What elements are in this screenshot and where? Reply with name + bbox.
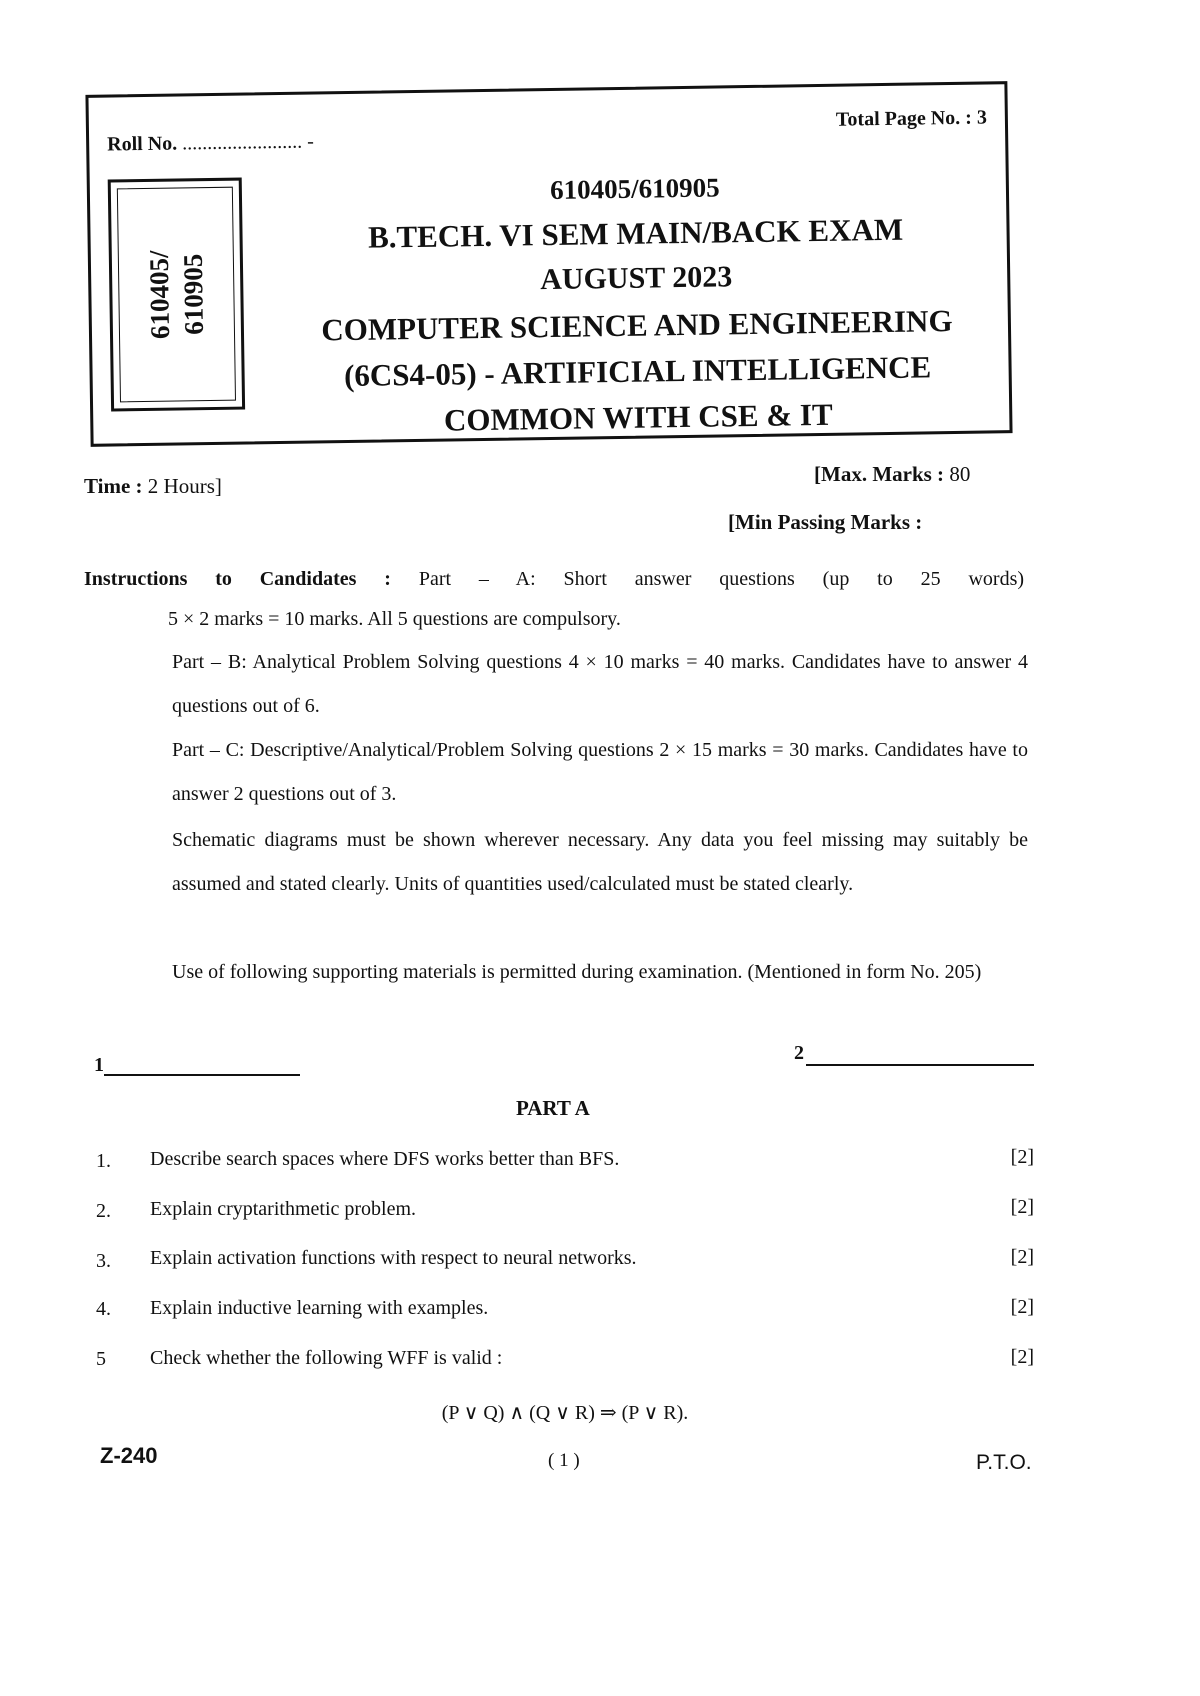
wff-formula: (P ∨ Q) ∧ (Q ∨ R) ⇒ (P ∨ R). — [441, 1402, 689, 1424]
total-page-no: Total Page No. : 3 — [835, 106, 988, 131]
question-marks: [2] — [1010, 1296, 1034, 1318]
page-number: ( 1 ) — [548, 1450, 580, 1471]
part-a-title: PART A — [516, 1096, 590, 1120]
paper-code-vertical: 610405/ 610905 — [143, 250, 210, 340]
question-marks: [2] — [1010, 1196, 1034, 1218]
paper-code-side-box — [108, 178, 245, 412]
roll-no: Roll No. ........................ - — [107, 130, 314, 156]
material-blank-2-label: 2 — [794, 1042, 804, 1064]
instructions-heading-line: Instructions to Candidates : Part – A: Short answer questions (up to 25 words) — [84, 568, 1025, 590]
footer-code: Z-240 — [100, 1443, 158, 1468]
subject-title: (6CS4-05) - ARTIFICIAL INTELLIGENCE — [343, 349, 932, 394]
material-blank-1-line — [104, 1074, 300, 1076]
question-text: Check whether the following WFF is valid : — [150, 1347, 503, 1369]
exam-title: B.TECH. VI SEM MAIN/BACK EXAM — [367, 211, 904, 255]
question-text: Explain activation functions with respect to neural networks. — [150, 1247, 637, 1269]
question-text: Describe search spaces where DFS works better than BFS. — [150, 1148, 620, 1170]
question-text: Explain cryptarithmetic problem. — [150, 1198, 417, 1220]
question-marks: [2] — [1010, 1246, 1034, 1268]
exam-session: AUGUST 2023 — [539, 260, 733, 297]
question-marks: [2] — [1010, 1346, 1034, 1368]
common-with: COMMON WITH CSE & IT — [443, 396, 833, 438]
pto: P.T.O. — [976, 1451, 1032, 1474]
question-number: 3. — [96, 1250, 111, 1272]
instructions-part-a: 5 × 2 marks = 10 marks. All 5 questions are compulsory. — [168, 608, 621, 630]
min-passing-marks: [Min Passing Marks : — [728, 510, 923, 534]
material-blank-1-label: 1 — [94, 1054, 104, 1076]
instructions-part-c: Part – C: Descriptive/Analytical/Problem Solving questions 2 × 15 marks = 30 marks. Candidates have to answer 2 questions out of 3. — [172, 739, 1028, 805]
time-allowed: Time : 2 Hours] — [84, 474, 222, 498]
question-number: 4. — [96, 1298, 111, 1320]
question-text: Explain inductive learning with examples. — [150, 1297, 489, 1319]
instructions-schematic: Schematic diagrams must be shown wherever necessary. Any data you feel missing may suitably be assumed and stated clearly. Units of quantities used/calculated must be stated clearly. — [172, 829, 1028, 895]
question-marks: [2] — [1010, 1146, 1034, 1168]
question-number: 5 — [96, 1348, 106, 1370]
paper-code: 610405/610905 — [549, 172, 720, 205]
material-blank-2-line — [806, 1064, 1034, 1066]
question-number: 2. — [96, 1200, 111, 1222]
question-number: 1. — [96, 1150, 111, 1172]
instructions-part-b: Part – B: Analytical Problem Solving questions 4 × 10 marks = 40 marks. Candidates have to answer 4 questions out of 6. — [172, 651, 1028, 717]
header-box — [85, 81, 1012, 447]
branch-title: COMPUTER SCIENCE AND ENGINEERING — [321, 303, 953, 348]
instructions-materials: Use of following supporting materials is permitted during examination. (Mentioned in form No. 205) — [172, 961, 982, 983]
max-marks: [Max. Marks : 80 — [814, 462, 971, 486]
